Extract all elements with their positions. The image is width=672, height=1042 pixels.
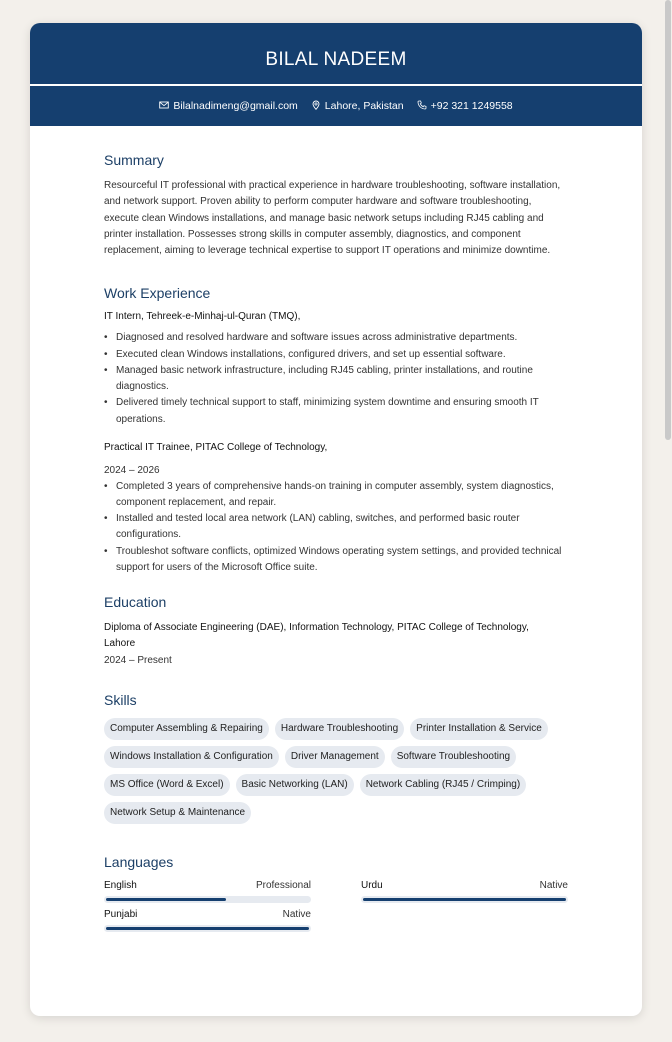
job-bullet: • Managed basic network infrastructure, including RJ45 cabling, printer installations, and routine diagnostics.: [104, 363, 568, 395]
skill-chip: Software Troubleshooting: [391, 746, 516, 768]
summary-text: Resourceful IT professional with practical experience in hardware troubleshooting, software installation, and network support. Proven ability to perform computer hardware and software troubleshooting, execute clean Windows installations, and manage basic network setups including RJ45 cabling and printer installation. Possesses strong skills in computer assembly, diagnostics, and component replacement, aiming to leverage technical expertise to support IT operations and minimize downtime.: [104, 180, 561, 257]
skill-chip: Network Setup & Maintenance: [104, 802, 251, 824]
job-bullets: [104, 330, 568, 427]
summary-heading: Summary: [104, 152, 164, 168]
work-section: [104, 285, 568, 575]
job-bullet: • Executed clean Windows installations, configured drivers, and set up essential software.: [104, 347, 568, 363]
work-heading: Work Experience: [104, 285, 211, 302]
contact-bar: [30, 85, 642, 126]
job-bullet: • Troubleshot software conflicts, optimized Windows operating system settings, and provided technical support for users of the Microsoft Office suite.: [104, 544, 568, 576]
skills-heading: Skills: [104, 691, 137, 708]
education-degree: Diploma of Associate Engineering (DAE), Information Technology, PITAC College of Technology, Lahore: [104, 621, 529, 650]
languages-list: [104, 880, 568, 932]
language-item: [104, 909, 311, 932]
contact-location: [311, 100, 404, 113]
job-bullet: • Diagnosed and resolved hardware and software issues across administrative departments.: [104, 330, 568, 346]
job-bullets: [104, 479, 568, 576]
languages-section: [104, 854, 568, 932]
skill-chip: Network Cabling (RJ45 / Crimping): [360, 774, 527, 796]
summary-section: [104, 152, 568, 259]
skills-section: [104, 692, 568, 824]
language-level: Native: [539, 879, 568, 891]
resume-header: [30, 23, 642, 85]
language-name: English: [104, 879, 137, 891]
candidate-name: BILAL NADEEM: [265, 48, 407, 70]
skill-chip: Printer Installation & Service: [410, 718, 548, 740]
scrollbar-thumb[interactable]: [665, 0, 671, 440]
language-item: [104, 880, 311, 903]
job-title: IT Intern, Tehreek-e-Minhaj-ul-Quran (TMQ),: [104, 311, 301, 323]
job-title: Practical IT Trainee, PITAC College of Technology,: [104, 441, 328, 453]
proficiency-fill: [363, 898, 566, 901]
proficiency-fill: [106, 898, 226, 901]
skill-chip: Computer Assembling & Repairing: [104, 718, 269, 740]
language-level: Native: [282, 908, 311, 920]
resume-content: [30, 126, 642, 932]
language-level: Professional: [255, 879, 311, 891]
languages-heading: Languages: [104, 853, 174, 870]
skill-chip: Windows Installation & Configuration: [104, 746, 279, 768]
skill-chip: Hardware Troubleshooting: [275, 718, 404, 740]
skill-chip: Basic Networking (LAN): [236, 774, 354, 796]
language-item: [361, 880, 568, 903]
contact-phone[interactable]: [417, 100, 513, 113]
job-entry: [104, 442, 568, 576]
phone-icon: [417, 100, 427, 113]
language-name: Urdu: [361, 879, 383, 891]
resume-page: [30, 23, 642, 1016]
location-pin-icon: [311, 100, 321, 113]
skill-chip: Driver Management: [285, 746, 385, 768]
job-date: 2024 – 2026: [104, 464, 160, 476]
language-proficiency-bar: [104, 925, 311, 932]
email-text: Bilalnadimeng@gmail.com: [173, 100, 298, 112]
language-proficiency-bar: [361, 896, 568, 903]
skills-list: [104, 718, 574, 824]
job-entry: [104, 311, 568, 427]
language-proficiency-bar: [104, 896, 311, 903]
job-bullet: • Installed and tested local area network (LAN) cabling, switches, and performed basic router configurations.: [104, 511, 568, 543]
location-text: Lahore, Pakistan: [324, 100, 404, 112]
skill-chip: MS Office (Word & Excel): [104, 774, 230, 796]
language-name: Punjabi: [104, 908, 138, 920]
contact-email[interactable]: [159, 100, 297, 113]
education-heading: Education: [104, 593, 167, 610]
phone-text: +92 321 1249558: [430, 100, 513, 112]
education-section: [104, 594, 568, 666]
page-scrollbar[interactable]: [664, 0, 672, 1042]
job-bullet: • Completed 3 years of comprehensive hands-on training in computer assembly, system diagnostics, component replacement, and repair.: [104, 479, 568, 511]
proficiency-fill: [106, 927, 309, 930]
job-bullet: • Delivered timely technical support to staff, minimizing system downtime and ensuring smooth IT operations.: [104, 395, 568, 427]
education-date: 2024 – Present: [104, 654, 172, 666]
mail-icon: [159, 100, 169, 113]
